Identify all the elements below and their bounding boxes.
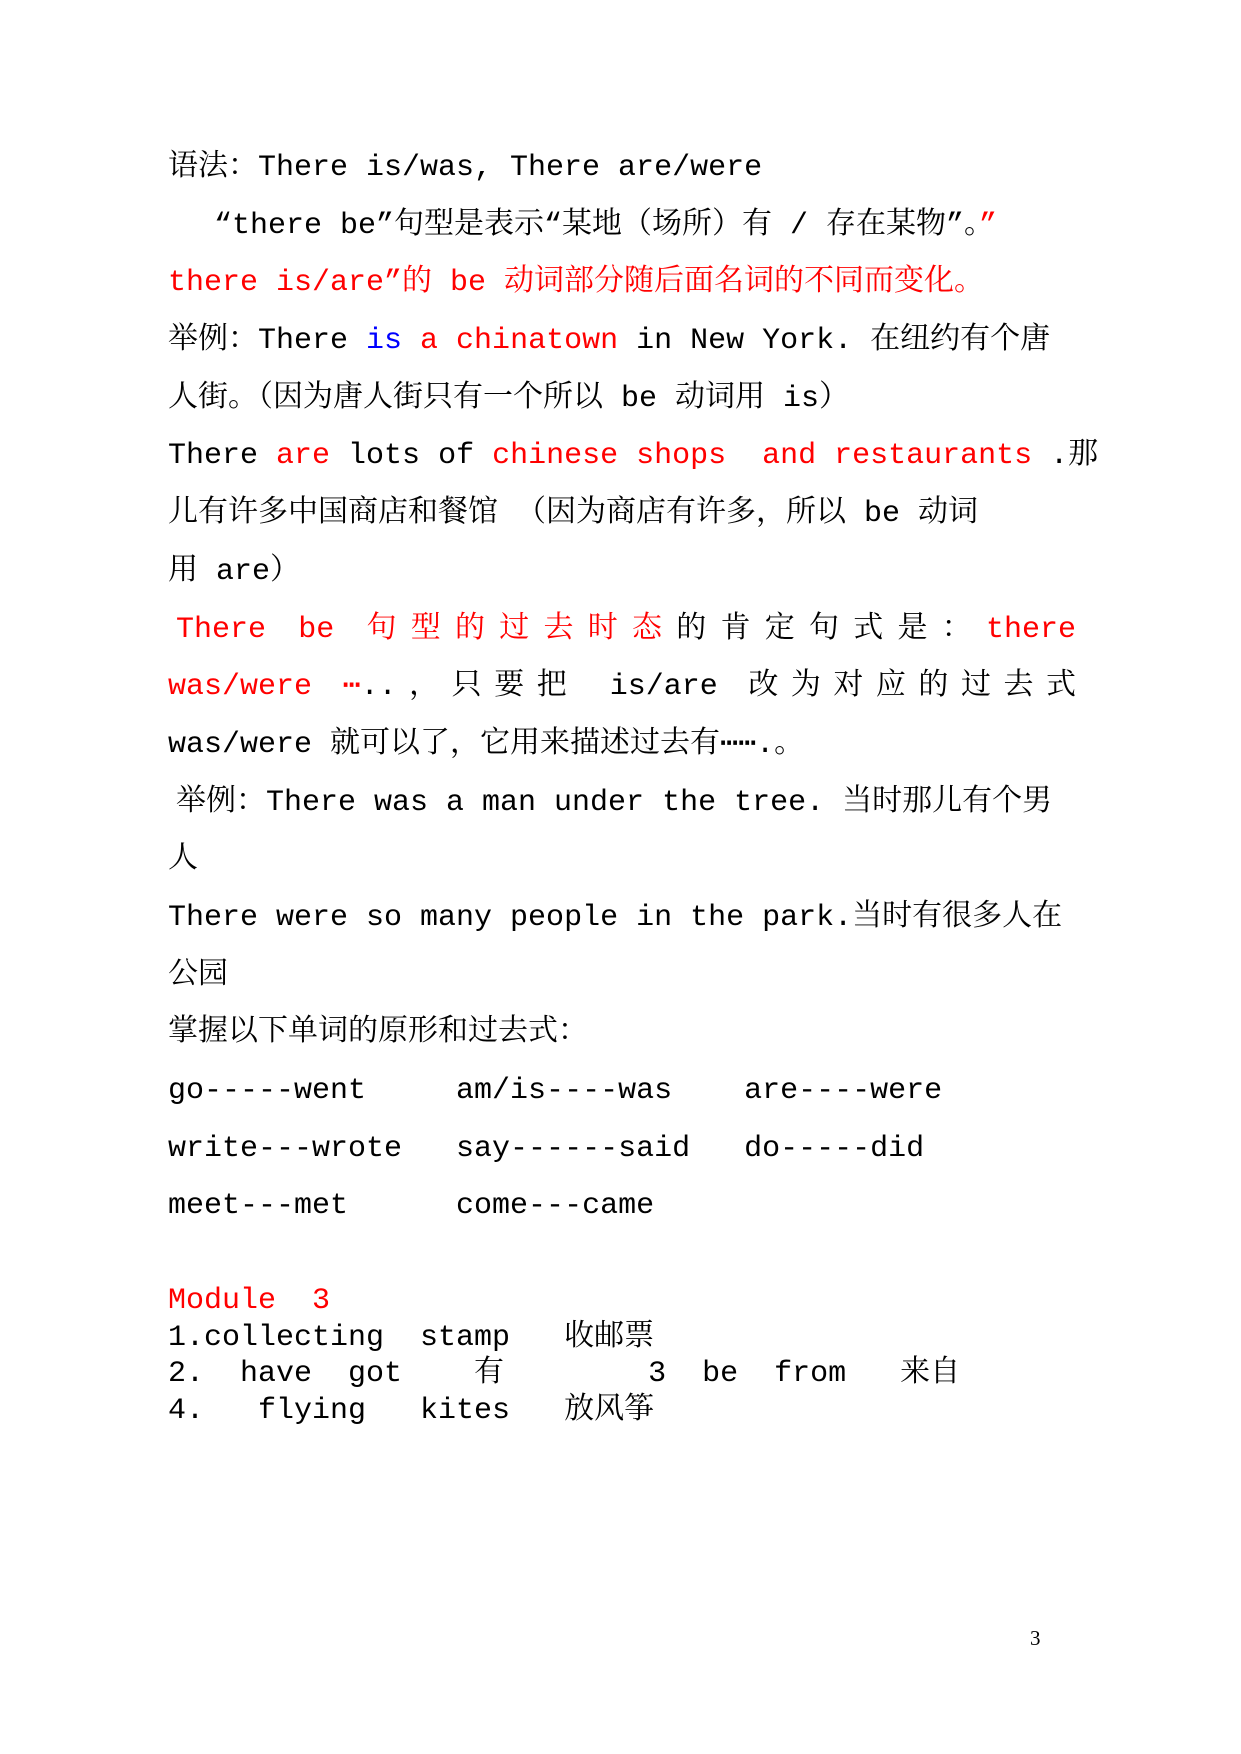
text-line xyxy=(168,659,1076,717)
text-line xyxy=(168,1005,1076,1063)
text-line xyxy=(168,1283,1076,1320)
grammar-notes-section xyxy=(168,140,1099,1236)
text-segment: ..，只要把 is/are 改为对应的过去式 xyxy=(360,670,1077,705)
text-line xyxy=(168,198,1076,256)
text-segment: 掌握以下单词的原形和过去式： xyxy=(168,1016,588,1051)
text-segment: 人 xyxy=(168,843,198,878)
text-segment: are xyxy=(276,439,331,474)
text-segment: there is/are”的 be 动词部分随后面名词的不同而变化。 xyxy=(168,266,985,301)
text-line xyxy=(168,948,1076,1006)
text-line xyxy=(168,1178,1076,1236)
text-segment: There were so many people in the park.当时有很多人在 xyxy=(168,900,1063,935)
text-segment: 的肯定句式是： xyxy=(676,612,986,647)
text-line xyxy=(168,255,1076,313)
text-segment: write---wrote say------said do-----did xyxy=(168,1131,925,1166)
text-line xyxy=(168,890,1076,948)
text-segment: Module 3 xyxy=(168,1284,331,1319)
text-segment: in New York. 在纽约有个唐 xyxy=(618,324,1051,359)
text-line xyxy=(168,1356,1076,1393)
text-segment: “there be”句型是表示“某地（场所）有 / 存在某物”。 xyxy=(214,208,980,243)
text-segment: 儿有许多中国商店和餐馆 （因为商店有许多，所以 be 动词 xyxy=(168,497,979,532)
document-content xyxy=(168,140,1099,1429)
text-segment: chinese shops and restaurants xyxy=(492,439,1051,474)
text-line xyxy=(168,1393,1076,1430)
text-line xyxy=(168,1320,1076,1357)
text-segment: There be 句型的过去时态 xyxy=(176,612,677,647)
text-segment: 举例：There xyxy=(168,324,367,359)
text-line xyxy=(168,717,1076,775)
text-segment: was/were ⋯ xyxy=(168,670,361,705)
text-segment: was/were 就可以了，它用来描述过去有⋯⋯.。 xyxy=(168,727,805,762)
text-segment: there xyxy=(985,612,1076,647)
text-segment: 人街。（因为唐人街只有一个所以 be 动词用 is） xyxy=(168,381,850,416)
text-segment: 公园 xyxy=(168,958,228,993)
text-segment: a chinatown xyxy=(402,324,619,359)
text-line xyxy=(168,313,1076,371)
text-line xyxy=(168,1121,1076,1179)
text-line xyxy=(168,428,1099,486)
text-segment: lots of xyxy=(330,439,493,474)
text-segment: 1.collecting stamp 收邮票 xyxy=(168,1320,655,1355)
text-segment: 2. have got 有 3 be from 来自 xyxy=(168,1357,961,1392)
text-line xyxy=(168,832,1076,890)
module-3-section xyxy=(168,1283,1076,1429)
text-segment: go-----went am/is----was are----were xyxy=(168,1074,943,1108)
text-segment: 4. flying kites 放风筝 xyxy=(168,1393,655,1428)
text-segment: ” xyxy=(979,208,998,243)
text-line xyxy=(168,371,1076,429)
text-line xyxy=(168,775,1076,833)
text-line xyxy=(168,486,1076,544)
text-line xyxy=(168,140,1076,198)
text-line xyxy=(168,1063,1076,1121)
text-segment: is xyxy=(366,324,403,359)
text-line xyxy=(168,602,1076,660)
text-line xyxy=(168,544,1076,602)
text-segment: 语法：There is/was, There are/were xyxy=(168,151,763,185)
text-segment: 用 are） xyxy=(168,554,301,589)
text-segment: 举例：There was a man under the tree. 当时那儿有个男 xyxy=(176,785,1053,820)
text-segment: .那 xyxy=(1050,439,1099,474)
page-number: 3 xyxy=(1030,1626,1041,1650)
text-segment: meet---met come---came xyxy=(168,1189,655,1224)
text-segment: There xyxy=(168,439,277,474)
